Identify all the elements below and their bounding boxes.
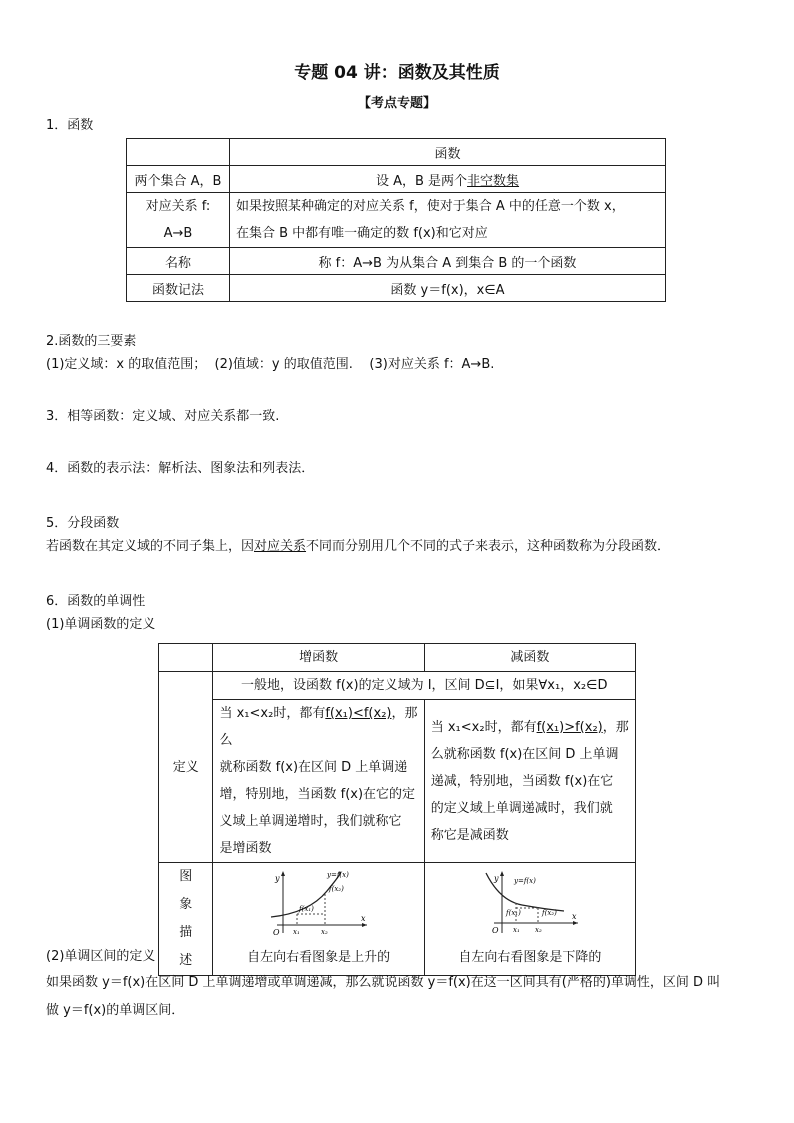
col-decreasing: 减函数: [424, 644, 635, 672]
monotonicity-table: [158, 643, 636, 976]
svg-text:y=f(x): y=f(x): [513, 877, 536, 885]
dec-condition: f(x₁)>f(x₂): [536, 719, 603, 735]
decreasing-caption: 自左向右看图象是下降的: [458, 950, 602, 965]
row-notation-label: 函数记法: [127, 275, 230, 302]
row-mapping-label: 对应关系 f: A→B: [127, 193, 230, 248]
svg-text:O: O: [272, 928, 280, 937]
svg-text:x: x: [360, 914, 366, 923]
svg-text:f(x₂): f(x₂): [328, 885, 344, 893]
section-6-para-2: 做 y＝f(x)的单调区间．: [46, 1003, 185, 1018]
svg-text:y=f(x): y=f(x): [326, 871, 349, 879]
row-sets-label: 两个集合 A，B: [127, 166, 230, 193]
row-sets-value: 设 A，B 是两个非空数集: [230, 166, 666, 193]
increasing-graph-cell: [213, 863, 424, 976]
row-notation-value: 函数 y＝f(x)，x∈A: [230, 275, 666, 302]
svg-text:x₁: x₁: [292, 928, 300, 936]
dec-x-arrow: [573, 921, 578, 925]
decreasing-definition: 当 x₁<x₂时，都有f(x₁)>f(x₂)，那 么就称函数 f(x)在区间 D 上单调 递减，特别地，当函数 f(x)在它 的定义域上单调递减时，我们就 称它是减函数: [424, 700, 635, 863]
table-corner: [127, 139, 230, 166]
svg-text:y: y: [274, 874, 280, 883]
row-image-label: 图 象 描 述: [159, 863, 213, 976]
section-6-sub1: (1)单调函数的定义: [46, 617, 156, 632]
page-title: 专题 04 讲：函数及其性质: [294, 63, 500, 83]
decreasing-graph-cell: [424, 863, 635, 976]
section-6-heading: 6．函数的单调性: [46, 594, 146, 609]
table2-corner: [159, 644, 213, 672]
svg-text:y: y: [493, 874, 499, 883]
col-increasing: 增函数: [213, 644, 424, 672]
section-5-line: 若函数在其定义域的不同子集上，因对应关系不同而分别用几个不同的式子来表示，这种函数称为分段函数．: [46, 539, 671, 554]
svg-text:x: x: [571, 912, 577, 921]
svg-text:O: O: [491, 926, 499, 935]
increasing-graph: [269, 869, 369, 937]
function-definition-table: [126, 138, 666, 302]
page-subtitle: 【考点专题】: [357, 96, 436, 111]
section-5-heading: 5．分段函数: [46, 516, 120, 531]
increasing-caption: 自左向右看图象是上升的: [247, 950, 391, 965]
section-3-line: 3．相等函数：定义域、对应关系都一致.: [46, 409, 280, 424]
row-name-label: 名称: [127, 248, 230, 275]
row-mapping-value: 如果按照某种确定的对应关系 f，使对于集合 A 中的任意一个数 x， 在集合 B 中都有唯一确定的数 f(x)和它对应: [230, 193, 666, 248]
decreasing-graph: [480, 869, 580, 937]
section-2-heading: 2.函数的三要素: [46, 334, 137, 349]
underline-nonempty-set: 非空数集: [467, 173, 520, 189]
svg-text:x₁: x₁: [512, 926, 520, 934]
underline-mapping: 对应关系: [254, 539, 307, 554]
common-definition: 一般地，设函数 f(x)的定义域为 I，区间 D⊆I，如果∀x₁，x₂∈D: [213, 672, 636, 700]
section-2-line: (1)定义域：x 的取值范围； (2)值域：y 的取值范围. (3)对应关系 f：A→B.: [46, 357, 495, 372]
table-header: 函数: [230, 139, 666, 166]
row-definition-label: 定义: [159, 672, 213, 863]
increasing-definition: 当 x₁<x₂时，都有f(x₁)<f(x₂)，那么 就称函数 f(x)在区间 D 上单调递 增，特别地，当函数 f(x)在它的定 义域上单调递增时，我们就称它 是增函数: [213, 700, 424, 863]
svg-text:f(x₁): f(x₁): [505, 909, 521, 917]
svg-text:f(x₁): f(x₁): [298, 905, 314, 913]
inc-x-arrow: [362, 923, 367, 927]
section-6-sub2: (2)单调区间的定义: [46, 949, 156, 964]
inc-y-arrow: [281, 871, 285, 876]
inc-condition: f(x₁)<f(x₂): [325, 706, 392, 721]
section-4-line: 4．函数的表示法：解析法、图象法和列表法．: [46, 461, 315, 476]
svg-text:f(x₂): f(x₂): [541, 909, 557, 917]
section-6-para-1: 如果函数 y＝f(x)在区间 D 上单调递增或单调递减，那么就说函数 y＝f(x)在这一区间具有(严格的)单调性，区间 D 叫: [46, 975, 721, 990]
section-1-heading: 1．函数: [46, 118, 94, 133]
dec-y-arrow: [500, 871, 504, 876]
row-name-value: 称 f：A→B 为从集合 A 到集合 B 的一个函数: [230, 248, 666, 275]
svg-text:x₂: x₂: [534, 926, 542, 934]
svg-text:x₂: x₂: [320, 928, 328, 936]
